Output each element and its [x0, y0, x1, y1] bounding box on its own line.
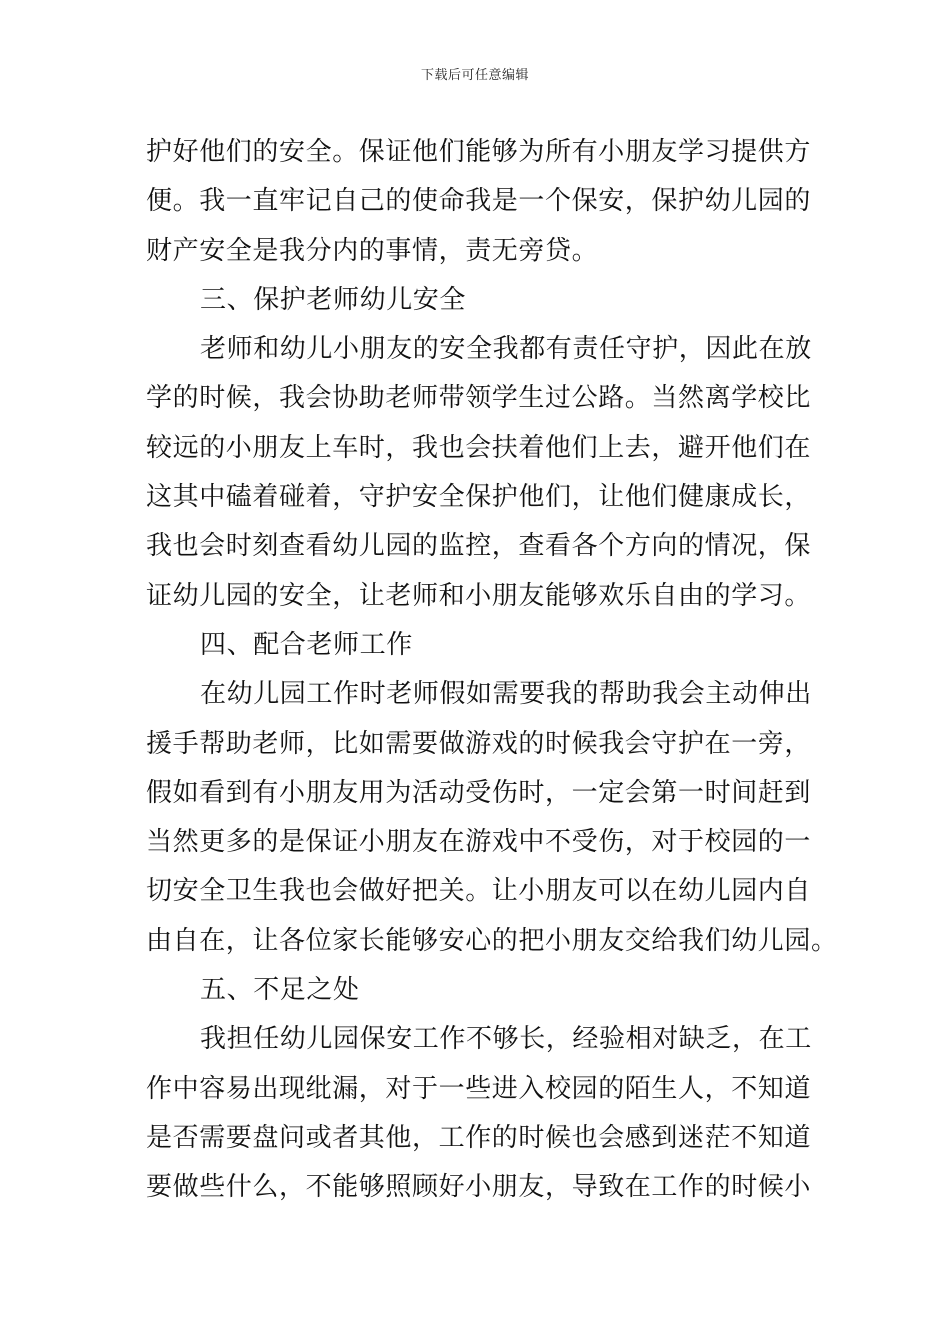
text-line: 切安全卫生我也会做好把关。让小朋友可以在幼儿园内自 [146, 876, 812, 907]
text-line: 是否需要盘问或者其他，工作的时候也会感到迷茫不知道 [146, 1122, 812, 1153]
text-line: 便。我一直牢记自己的使命我是一个保安，保护幼儿园的 [146, 186, 812, 217]
text-line: 作中容易出现纰漏，对于一些进入校园的陌生人，不知道 [146, 1073, 812, 1104]
text-line: 在幼儿园工作时老师假如需要我的帮助我会主动伸出 [200, 679, 812, 710]
text-line: 我也会时刻查看幼儿园的监控，查看各个方向的情况，保 [146, 531, 812, 562]
text-line: 要做些什么，不能够照顾好小朋友，导致在工作的时候小 [146, 1172, 812, 1203]
text-line: 假如看到有小朋友用为活动受伤时，一定会第一时间赶到 [146, 777, 812, 808]
text-line: 护好他们的安全。保证他们能够为所有小朋友学习提供方 [146, 137, 812, 167]
text-line: 由自在，让各位家长能够安心的把小朋友交给我们幼儿园。 [146, 925, 838, 956]
text-line: 财产安全是我分内的事情，责无旁贷。 [146, 235, 599, 266]
text-line: 我担任幼儿园保安工作不够长，经验相对缺乏，在工 [200, 1024, 812, 1055]
text-line: 援手帮助老师，比如需要做游戏的时候我会守护在一旁， [146, 728, 812, 759]
section-heading: 三、保护老师幼儿安全 [200, 284, 467, 315]
page-header: 下载后可任意编辑 [420, 68, 529, 83]
text-line: 老师和幼儿小朋友的安全我都有责任守护，因此在放 [200, 334, 812, 365]
document-body [146, 128, 838, 1213]
text-line: 学的时候，我会协助老师带领学生过公路。当然离学校比 [146, 383, 812, 414]
text-line: 当然更多的是保证小朋友在游戏中不受伤，对于校园的一 [146, 827, 812, 858]
text-line: 这其中磕着碰着，守护安全保护他们，让他们健康成长， [146, 482, 812, 513]
text-line: 证幼儿园的安全，让老师和小朋友能够欢乐自由的学习。 [146, 580, 812, 611]
section-heading: 五、不足之处 [200, 975, 360, 1006]
text-line: 较远的小朋友上车时，我也会扶着他们上去，避开他们在 [146, 432, 812, 463]
section-heading: 四、配合老师工作 [200, 629, 413, 660]
